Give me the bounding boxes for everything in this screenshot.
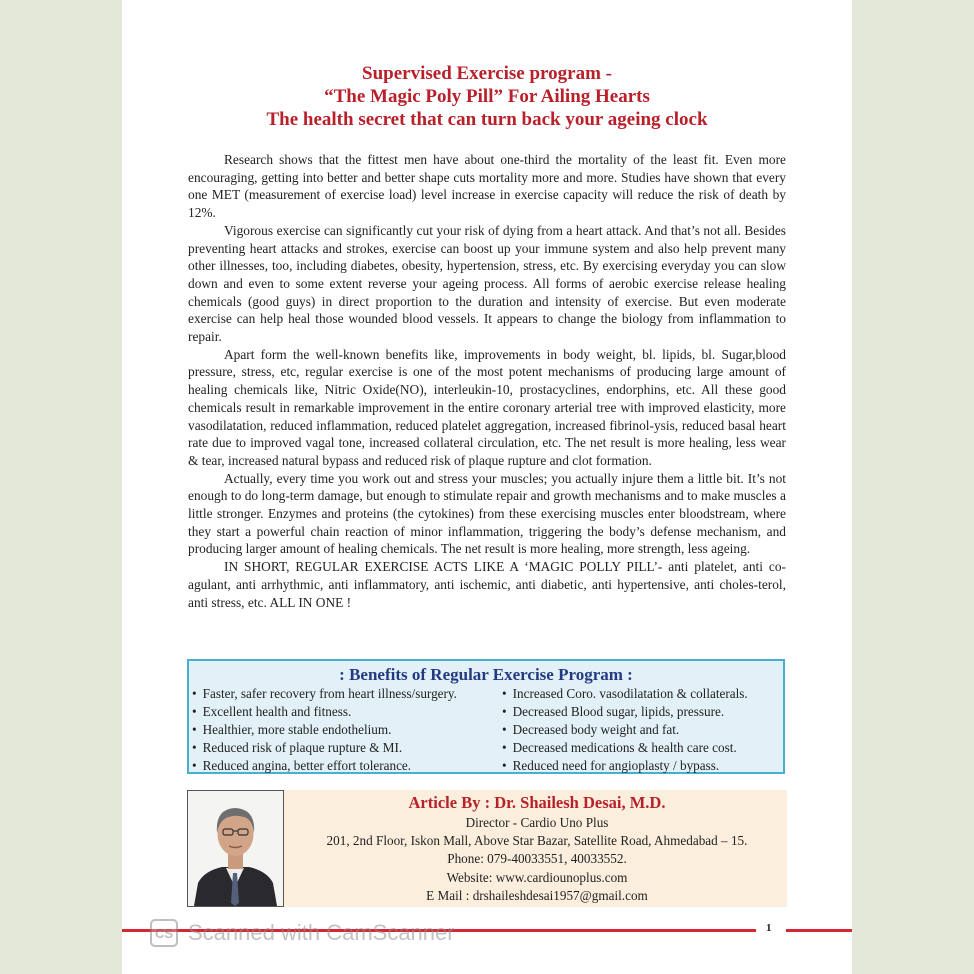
benefit-item: • Healthier, more stable endothelium.: [192, 721, 502, 739]
benefits-title: : Benefits of Regular Exercise Program :: [339, 665, 633, 684]
author-email: E Mail : drshaileshdesai1957@gmail.com: [426, 887, 648, 903]
benefit-item: • Decreased body weight and fat.: [502, 721, 748, 739]
camscanner-watermark: [150, 918, 455, 948]
author-info: [287, 790, 787, 905]
paragraph-5: IN SHORT, REGULAR EXERCISE ACTS LIKE A ‘MAGIC POLLY PILL’- anti platelet, anti co-agulant, anti arrhythmic, anti inflammatory, anti ischemic, anti diabetic, anti hypertensive, anti choles-terol, anti stress, etc. ALL IN ONE !: [188, 559, 786, 610]
author-address: 201, 2nd Floor, Iskon Mall, Above Star Bazar, Satellite Road, Ahmedabad – 15.: [326, 833, 748, 849]
author-byline: Article By : Dr. Shailesh Desai, M.D.: [408, 793, 666, 812]
document-page: [122, 0, 852, 974]
paragraph-3: Apart form the well-known benefits like, improvements in body weight, bl. lipids, bl. Sugar,blood pressure, stress, etc, regular exercise is one of the most potent mechanisms of producing large amount of healing chemicals like, Nitric Oxide(NO), interleukin-10, prostacyclines, endorphins, etc. All these good chemicals result in remarkable improvement in the entire coronary arterial tree with improved elasticity, more vasodilatation, reduced inflammation, reduced platelet aggregation, increased fibrinol-ysis, reduced basal heart rate due to improved vagal tone, increased collateral circulation, etc. The net result is more healing, less wear & tear, increased natural bypass and reduced risk of plaque rupture and clot formation.: [188, 346, 786, 468]
benefits-list-left: [192, 685, 502, 775]
benefit-item: • Reduced angina, better effort tolerance.: [192, 757, 502, 775]
benefits-columns: [189, 685, 783, 775]
title-line-3: The health secret that can turn back your ageing clock: [266, 109, 708, 130]
paragraph-2: Vigorous exercise can significantly cut your risk of dying from a heart attack. And that’s not all. Besides preventing heart attacks and strokes, exercise can boost up your immune system and also help prevent many other illnesses, too, including diabetes, obesity, hypertension, stress, etc. By exercising everyday you can slow down and even to some extent reverse your ageing process. All forms of aerobic exercise release healing chemicals (good guys) in direct proportion to the duration and intensity of exercise. But even moderate exercise can help heal those wounded blood vessels. It appears to change the biology from inflammation to repair.: [188, 222, 786, 345]
article-body: [188, 151, 786, 611]
author-portrait-icon: [188, 791, 283, 906]
article-title: [122, 62, 852, 131]
benefit-item: • Reduced need for angioplasty / bypass.: [502, 757, 748, 775]
footer-rule-right: [786, 929, 852, 932]
author-role: Director - Cardio Uno Plus: [465, 815, 609, 830]
author-website: Website: www.cardiounoplus.com: [446, 869, 628, 885]
author-photo: [187, 790, 284, 907]
author-box: [187, 790, 787, 907]
benefit-item: • Excellent health and fitness.: [192, 703, 502, 721]
title-line-1: Supervised Exercise program -: [362, 63, 612, 84]
camscanner-logo-icon: CS: [150, 919, 178, 947]
author-phone: Phone: 079-40033551, 40033552.: [447, 851, 627, 867]
benefits-list-right: [502, 685, 748, 775]
benefit-item: • Reduced risk of plaque rupture & MI.: [192, 739, 502, 757]
benefit-item: • Increased Coro. vasodilatation & collaterals.: [502, 685, 748, 703]
watermark-text: Scanned with CamScanner: [188, 920, 455, 945]
title-line-2: “The Magic Poly Pill” For Ailing Hearts: [324, 86, 650, 107]
benefit-item: • Decreased Blood sugar, lipids, pressure.: [502, 703, 748, 721]
paragraph-4: Actually, every time you work out and stress your muscles; you actually injure them a little bit. It’s not enough to do long-term damage, but enough to stimulate repair and growth mechanisms and to make muscles a little stronger. Enzymes and proteins (the cytokines) from these exercising muscles enter bloodstream, where they start a powerful chain reaction of minor inflammation, triggering the body’s defense mechanism, and producing larger amount of healing chemicals. The net result is more healing, more strength, less ageing.: [188, 470, 786, 557]
benefits-box: [187, 659, 785, 774]
benefit-item: • Faster, safer recovery from heart illness/surgery.: [192, 685, 502, 703]
page-number: 1: [766, 922, 772, 934]
benefit-item: • Decreased medications & health care cost.: [502, 739, 748, 757]
paragraph-1: Research shows that the fittest men have about one-third the mortality of the least fit. Even more encouraging, getting into better and better shape cuts mortality more and more. Studies have shown that every one MET (measurement of exercise load) level increase in exercise capacity will reduce the risk of death by 12%.: [188, 152, 786, 221]
